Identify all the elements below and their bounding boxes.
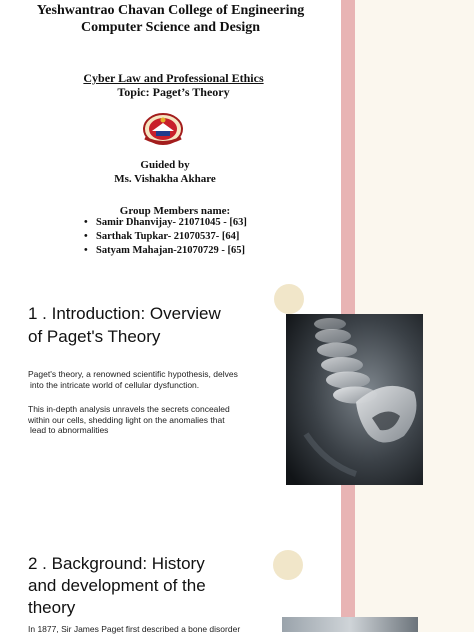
group-members-title: Group Members name:	[119, 205, 231, 217]
heading-line: theory	[28, 598, 76, 617]
text-line: within our cells, shedding light on the anomalies that	[28, 414, 225, 425]
text-line: into the intricate world of cellular dysfunction.	[30, 379, 200, 390]
group-members-list	[84, 216, 247, 258]
section-2-photo	[282, 617, 418, 632]
list-item: • Satyam Mahajan-21070729 - [65]	[84, 244, 247, 258]
text-line: In 1877, Sir James Paget first described a bone disorder	[28, 624, 241, 634]
college-name: Yeshwantrao Chavan College of Engineering	[36, 3, 305, 18]
decorative-circle	[274, 284, 304, 314]
guide-name: Ms. Vishakha Akhare	[114, 173, 216, 185]
subject-title: Cyber Law and Professional Ethics	[83, 71, 264, 85]
heading-line: of Paget's Theory	[28, 327, 161, 346]
text-line: Paget's theory, a renowned scientific hypothesis, delves	[28, 369, 238, 379]
cover-header	[0, 2, 341, 36]
list-item: • Sarthak Tupkar- 21070537- [64]	[84, 230, 247, 244]
heading-line: 1 . Introduction: Overview	[28, 304, 221, 323]
guided-by-block	[0, 158, 330, 186]
section-1-paragraph-2	[28, 404, 253, 436]
section-2-heading	[28, 553, 278, 619]
guided-by-label: Guided by	[140, 159, 190, 171]
section-1-heading	[28, 302, 278, 348]
topic-title: Topic: Paget’s Theory	[117, 85, 230, 99]
list-item: • Samir Dhanvijay- 21071045 - [63]	[84, 216, 247, 230]
section-2-paragraph	[28, 624, 258, 634]
text-line: This in-depth analysis unravels the secrets concealed	[28, 404, 230, 414]
spine-photo	[286, 314, 423, 485]
heading-line: and development of the	[28, 576, 206, 595]
heading-line: 2 . Background: History	[28, 554, 205, 573]
text-line: lead to abnormalities	[30, 425, 109, 435]
department-name: Computer Science and Design	[80, 20, 261, 35]
college-logo-icon	[142, 112, 184, 146]
section-1-paragraph-1	[28, 369, 253, 390]
